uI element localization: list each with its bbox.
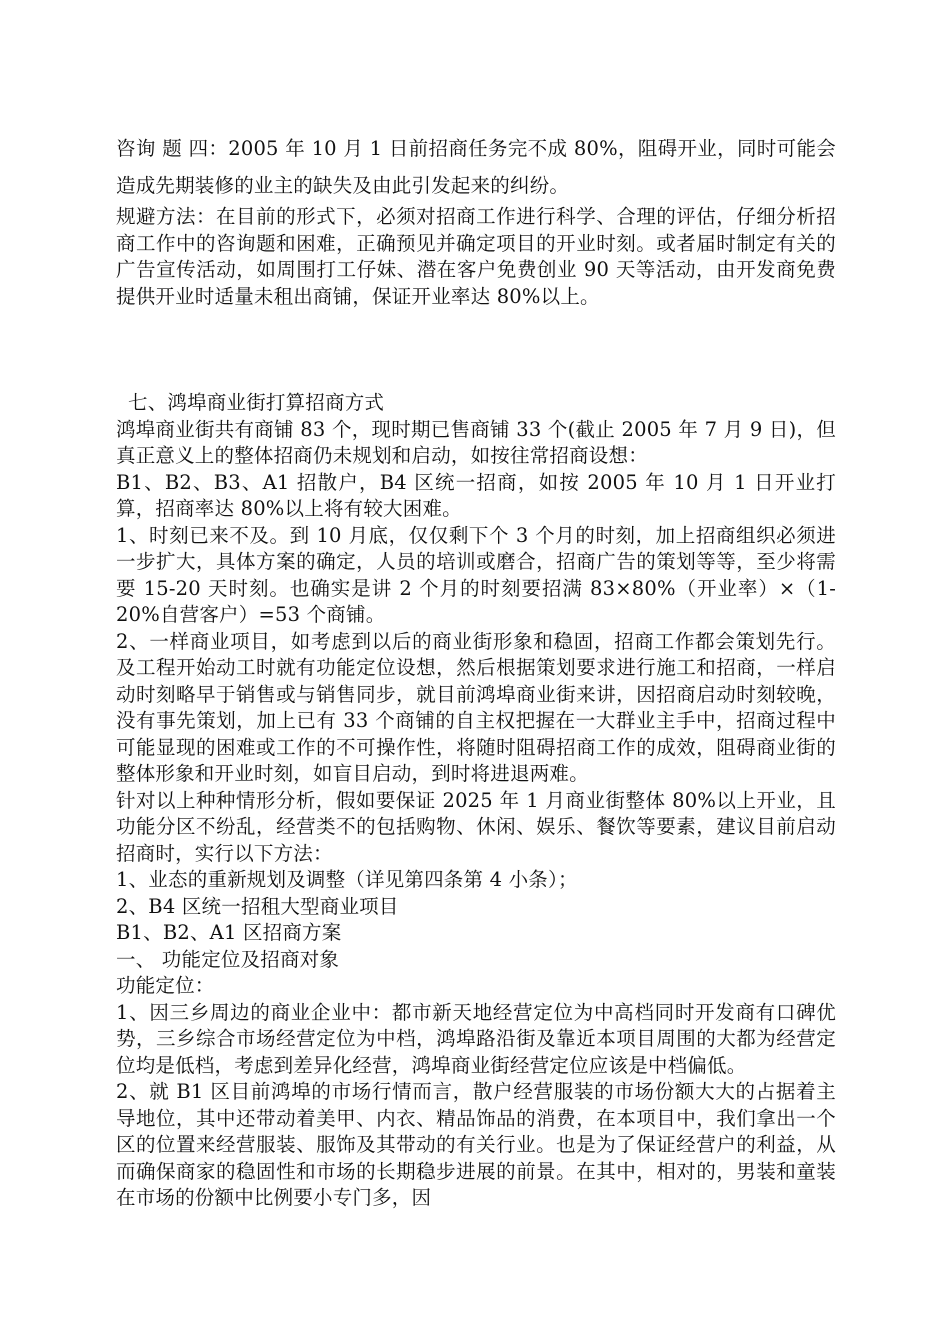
label-positioning: 功能定位： xyxy=(116,974,215,997)
paragraph-shop-count: 鸿埠商业街共有商铺 83 个，现时期已售商铺 33 个(截止 2005 年 7 月 9 日)，但真正意义上的整体招商仍未规划和启动，如按往常招商设想： xyxy=(116,417,836,467)
paragraph-positioning-one: 1、因三乡周边的商业企业中：都市新天地经营定位为中高档同时开发商有口碑优势，三乡综合市场经营定位为中档，鸿埠路沿街及靠近本项目周围的大都为经营定位均是低档，考虑到差异化经营，鸿埠商业街经营定位应该是中档偏低。 xyxy=(116,1000,836,1077)
section-spacer xyxy=(116,310,836,390)
list-item-replan: 1、业态的重新规划及调整（详见第四条第 4 小条）； xyxy=(116,868,578,891)
subheading-positioning-targets: 一、 功能定位及招商对象 xyxy=(116,947,340,971)
paragraph-point-one: 1、时刻已来不及。到 10 月底，仅仅剩下个 3 个月的时刻，加上招商组织必须进一步扩大，具体方案的确定，人员的培训或磨合，招商广告的策划等等，至少将需要 15-20 天时刻。也确实是讲 2 个月的时刻要招满 83×80%（开业率）×（1-20%自营客户）=53 个商铺。 xyxy=(116,523,836,626)
paragraph-positioning-two: 2、就 B1 区目前鸿埠的市场行情而言，散户经营服装的市场份额大大的占据着主导地位，其中还带动着美甲、内衣、精品饰品的消费，在本项目中，我们拿出一个区的位置来经营服装、服饰及其带动的有关行业。也是为了保证经营户的利益，从而确保商家的稳固性和市场的长期稳步进展的前景。在其中，相对的，男装和童装在市场的份额中比例要小专门多，因 xyxy=(116,1080,836,1209)
subheading-b1-b2-a1-plan: B1、B2、A1 区招商方案 xyxy=(116,921,342,944)
paragraph-risk-four: 咨询 题 四：2005 年 10 月 1 日前招商任务完不成 80%，阻碍开业，同时可能会造成先期装修的业主的缺失及由此引发起来的纠纷。 xyxy=(116,137,836,197)
paragraph-analysis: 针对以上种种情形分析，假如要保证 2025 年 1 月商业街整体 80%以上开业，且功能分区不纷乱，经营类不的包括购物、休闲、娱乐、餐饮等要素，建议目前启动招商时，实行以下方法： xyxy=(116,788,836,865)
document-page xyxy=(116,130,836,1212)
paragraph-zone-plan: B1、B2、B3、A1 招散户，B4 区统一招商，如按 2005 年 10 月 1 日开业打算，招商率达 80%以上将有较大困难。 xyxy=(116,470,836,520)
paragraph-avoid-method: 规避方法：在目前的形式下，必须对招商工作进行科学、合理的评估，仔细分析招商工作中的咨询题和困难，正确预见并确定项目的开业时刻。或者届时制定有关的广告宣传活动，如周围打工仔妹、潜在客户免费创业 90 天等活动，由开发商免费提供开业时适量未租出商铺，保证开业率达 80%以上。 xyxy=(116,205,836,308)
list-item-b4-lease: 2、B4 区统一招租大型商业项目 xyxy=(116,894,399,918)
paragraph-point-two: 2、一样商业项目，如考虑到以后的商业街形象和稳固，招商工作都会策划先行。及工程开始动工时就有功能定位设想，然后根据策划要求进行施工和招商，一样启动时刻略早于销售或与销售同步，就目前鸿埠商业街来讲，因招商启动时刻较晚，没有事先策划，加上已有 33 个商铺的自主权把握在一大群业主手中，招商过程中可能显现的困难或工作的不可操作性，将随时阻碍招商工作的成效，阻碍商业街的整体形象和开业时刻，如盲目启动，到时将进退两难。 xyxy=(116,629,836,785)
section-heading-seven: 七、鸿埠商业街打算招商方式 xyxy=(128,391,385,414)
